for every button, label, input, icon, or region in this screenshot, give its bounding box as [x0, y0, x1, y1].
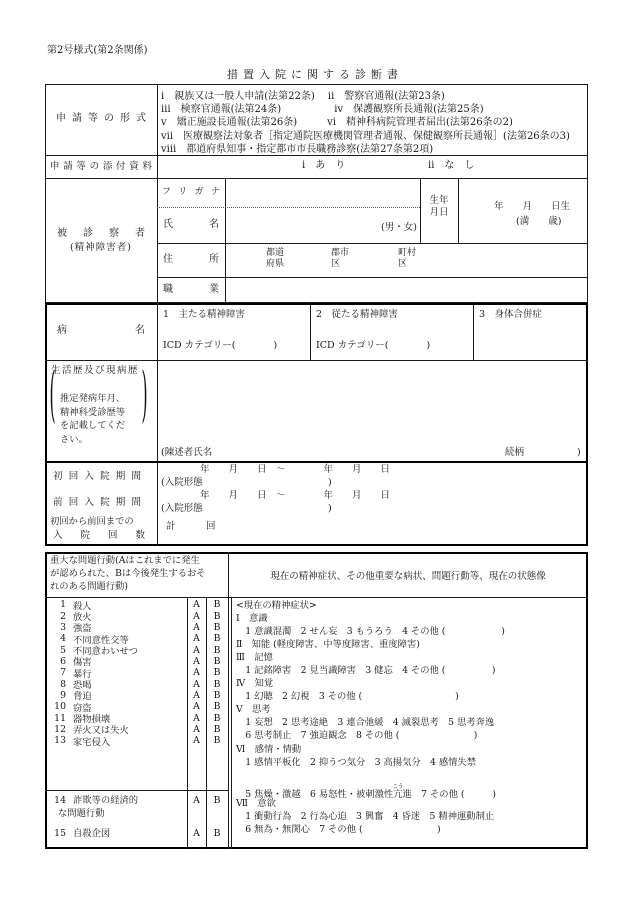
behavior-option-a: A [193, 599, 200, 611]
behavior-number: 4 [60, 633, 66, 645]
behavior-label: 傷害 [73, 657, 92, 669]
application-type-line: ⅶ 医療観察法対象者［指定通院医療機関管理者通報、保健観察所長通報］(法第26条の3) [161, 130, 570, 142]
behavior-number: 3 [60, 621, 66, 633]
furigana-dotted-line [157, 207, 420, 208]
behavior-option-b: B [213, 644, 221, 656]
application-type-line: ⅲ 検察官通報(法第24条) ⅳ 保護観察所長通報(法第25条) [161, 104, 484, 116]
grid-line [458, 178, 459, 243]
application-type-list [161, 90, 570, 156]
previous-admission-label: 前回入院期間 [53, 497, 141, 508]
behavior-number: 13 [54, 735, 66, 747]
history-note-line: を記載してくだ [60, 420, 126, 432]
behavior-label-line2: な問題行動 [58, 808, 105, 819]
disease-name-label: 病名 [57, 325, 145, 336]
informant-relation-label: 続柄 [505, 447, 525, 458]
psych-line: 1 意識混濁 2 せん妄 3 もうろう 4 その他 ( ) [236, 626, 505, 638]
gender-note: (男・女) [381, 222, 417, 233]
name-label: 氏名 [163, 219, 219, 230]
behavior-option-a: A [193, 712, 200, 724]
grid-line [157, 84, 158, 303]
behavior-label: 器物損壊 [73, 714, 111, 726]
behavior-number: 1 [60, 599, 66, 611]
grid-line [45, 178, 588, 179]
big-paren-right: ) [141, 363, 148, 433]
physical-complication-title: 3 身体合併症 [479, 309, 543, 320]
behavior-option-b: B [213, 828, 221, 839]
admission-count-kei: 計 [166, 521, 176, 532]
psych-line: 1 衝動行為 2 行為心迫 3 興奮 4 昏迷 5 精神運動制止 [236, 810, 495, 822]
birthdate-label-line2: 月日 [429, 207, 449, 218]
behavior-option-b: B [213, 599, 221, 611]
behavior-option-a: A [193, 655, 200, 667]
history-note-open-paren [49, 363, 56, 433]
examinee-label: 被診察者 [57, 228, 145, 239]
behavior-option-b: B [213, 667, 221, 679]
behavior-label: 自殺企図 [73, 828, 111, 839]
first-admission-form-prefix: (入院形態 [161, 477, 203, 488]
behavior-label: 家宅侵入 [73, 736, 111, 748]
behavior-number: 7 [60, 667, 66, 679]
attachment-option-ari: ⅰ あ り [302, 160, 346, 171]
ruby-kou [392, 783, 404, 800]
attachment-option-nashi: ⅱ な し [428, 160, 475, 171]
form-number: 第2号様式(第2条関係) [47, 45, 148, 56]
history-label: 生活歴及び現病歴 [51, 365, 140, 376]
address-hint-text: 区 [398, 259, 408, 269]
behavior-number: 15 [54, 828, 66, 839]
psych-line: 1 幻聴 2 幻視 3 その他 ( ) [236, 691, 459, 703]
behavior-option-b: B [213, 735, 221, 747]
grid-line [45, 597, 588, 598]
behavior-label: 不同意性交等 [73, 634, 129, 646]
serious-behavior-header-line: れのある問題行動) [50, 581, 129, 593]
behavior-option-a: A [193, 678, 200, 690]
secondary-icd-category: ICD カテゴリー( ) [316, 340, 431, 351]
admission-count-label-line1: 初回から前回までの [50, 516, 134, 527]
behavior-label: 弄火又は失火 [73, 725, 129, 737]
psych-line-with-ruby [236, 783, 505, 800]
behavior-option-b: B [213, 633, 221, 645]
address-hint-text: 町村 [398, 248, 417, 258]
current-symptoms-header: 現在の精神症状、その他重要な病状、問題行動等、現在の状態像 [270, 570, 546, 582]
psych-section: Ⅰ 意識 [236, 613, 268, 625]
grid-line [45, 360, 588, 361]
address-hint-text: 都道 [266, 248, 285, 258]
psych-section: Ⅳ 知覚 [236, 678, 274, 690]
behavior-option-b: B [213, 701, 221, 713]
behavior-option-a: A [193, 644, 200, 656]
behavior-option-b: B [213, 655, 221, 667]
psych-symptoms-block [236, 599, 505, 836]
application-type-label: 申請等の形式 [56, 113, 146, 124]
psych-line: 6 思考制止 7 強迫観念 8 その他 ( ) [236, 730, 478, 742]
first-admission-form-close: ) [328, 477, 332, 488]
behavior-label: 不同意わいせつ [73, 646, 139, 658]
previous-admission-date-line: 年 月 日 ～ 年 月 日 [162, 490, 391, 501]
behavior-label: 詐欺等の経済的 [73, 795, 139, 806]
history-note-line: さい。 [60, 434, 88, 446]
behavior-number: 14 [54, 795, 66, 806]
grid-line [45, 461, 588, 463]
admission-count-label-line2: 入院回数 [53, 530, 145, 541]
application-type-line: ⅴ 矯正施設長通報(法第26条) ⅵ 精神科病院管理者届出(法第26条の2) [161, 117, 513, 129]
behavior-number: 11 [54, 712, 66, 724]
birthdate-label-line1: 生年 [429, 195, 449, 206]
first-admission-label: 初回入院期間 [53, 471, 141, 482]
grid-line [231, 597, 232, 849]
application-type-line: ⅰ 親族又は一般人申請(法第22条) ⅱ 警察官通報(法第23条) [161, 91, 445, 102]
psych-ruby-pre: 5 焦燥・激越 6 易怒性・被刺激性 [236, 788, 394, 800]
behavior-option-a: A [193, 689, 200, 701]
primary-icd-category: ICD カテゴリー( ) [163, 340, 278, 351]
secondary-disorder-title: 2 従たる精神障害 [316, 309, 399, 320]
behavior-option-b: B [213, 678, 221, 690]
psych-line: 1 感情平板化 2 抑うつ気分 3 高揚気分 4 感情失禁 [236, 756, 477, 768]
behavior-list [45, 599, 228, 746]
grid-line [157, 243, 588, 244]
address-hint-town [398, 248, 416, 270]
behavior-number: 2 [60, 610, 66, 622]
behavior-label: 放火 [73, 612, 92, 624]
grid-line [157, 277, 588, 278]
history-note-line: 精神科受診歴等 [60, 406, 126, 418]
psych-section: Ⅵ 感情・情動 [236, 743, 302, 755]
grid-line [473, 303, 474, 360]
behavior-number: 8 [60, 678, 66, 690]
behavior-number: 12 [54, 723, 66, 735]
behavior-option-a: A [193, 828, 200, 839]
history-note-line: 推定発病年月、 [60, 393, 126, 404]
examinee-sublabel: (精神障害者) [70, 242, 132, 253]
behavior-option-a: A [193, 621, 200, 633]
behavior-option-a: A [193, 735, 200, 747]
psych-section: Ⅲ 記憶 [236, 652, 273, 664]
address-hint-city [331, 248, 349, 270]
serious-behavior-header [50, 554, 206, 593]
grid-line [225, 178, 226, 303]
informant-close-paren: ) [577, 447, 581, 458]
behavior-option-b: B [213, 610, 221, 622]
address-hint-text: 区 [331, 259, 341, 269]
age-note: (満 歳) [516, 216, 562, 227]
behavior-label: 窃盗 [73, 702, 92, 714]
psych-line: 1 記銘障害 2 見当識障害 3 健忘 4 その他 ( ) [236, 665, 496, 677]
psych-ruby-text: こう [392, 783, 404, 790]
grid-line [157, 303, 158, 546]
big-paren-left: ( [49, 363, 56, 433]
psych-ruby-post: 進 7 その他 ( ) [402, 788, 496, 800]
psych-section: Ⅴ 思考 [236, 704, 271, 716]
attachment-label: 申請等の添付資料 [50, 161, 152, 172]
psych-section: Ⅶ 意欲 [236, 797, 276, 809]
primary-disorder-title: 1 主たる精神障害 [163, 309, 246, 320]
serious-behavior-header-line: が認められた、Bは今後発生するおそ [50, 568, 206, 580]
behavior-option-b: B [213, 712, 221, 724]
previous-admission-form-close: ) [328, 503, 332, 514]
psych-section: Ⅱ 知能 (軽度障害、中等度障害、重度障害) [236, 639, 420, 651]
behavior-row [45, 735, 228, 746]
birthdate-line: 年 月 日生 [494, 201, 571, 212]
behavior-label: 恐喝 [73, 680, 92, 692]
behavior-number: 9 [60, 689, 66, 701]
informant-name-prefix: (陳述者氏名 [161, 447, 213, 458]
grid-line [310, 303, 311, 360]
psych-line: 6 無為・無関心 7 その他 ( ) [236, 823, 441, 835]
occupation-label: 職業 [163, 284, 219, 295]
address-label: 住所 [163, 254, 219, 265]
behavior-option-a: A [193, 701, 200, 713]
behavior-option-b: B [213, 621, 221, 633]
behavior-number: 5 [60, 644, 66, 656]
behavior-option-a: A [193, 795, 200, 806]
furigana-label: フリガナ [162, 187, 220, 197]
psych-title: <現在の精神症状> [236, 600, 317, 611]
behavior-option-a: A [193, 633, 200, 645]
behavior-option-a: A [193, 723, 200, 735]
serious-behavior-header-line: 重大な問題行動(Aはこれまでに発生 [50, 555, 200, 566]
page-title: 措置入院に関する診断書 [227, 68, 403, 81]
behavior-label: 強盗 [73, 623, 92, 635]
behavior-label: 脅迫 [73, 691, 92, 703]
behavior-option-a: A [193, 610, 200, 622]
behavior-label: 暴行 [73, 668, 92, 680]
address-hint-text: 府県 [266, 259, 285, 269]
psych-line: 1 妄想 2 思考途絶 3 連合弛緩 4 滅裂思考 5 思考奔逸 [236, 717, 495, 729]
previous-admission-form-prefix: (入院形態 [161, 503, 203, 514]
behavior-separator-line [45, 790, 228, 791]
first-admission-date-line: 年 月 日 ～ 年 月 日 [162, 464, 391, 475]
admission-count-kai: 回 [206, 521, 216, 532]
behavior-number: 10 [54, 701, 66, 713]
history-note [60, 392, 125, 447]
address-hint-text: 郡市 [331, 248, 350, 258]
address-hint-prefecture [266, 248, 284, 270]
history-note-close-paren [141, 363, 148, 433]
behavior-label: 殺人 [73, 600, 92, 612]
behavior-option-a: A [193, 667, 200, 679]
application-type-line: ⅷ 都道府県知事・指定都市市長職務診察(法第27条第2項) [161, 143, 434, 155]
behavior-option-b: B [213, 795, 221, 806]
behavior-number: 6 [60, 655, 66, 667]
behavior-option-b: B [213, 689, 221, 701]
psych-ruby-base: 亢 [392, 788, 404, 800]
behavior-option-b: B [213, 723, 221, 735]
